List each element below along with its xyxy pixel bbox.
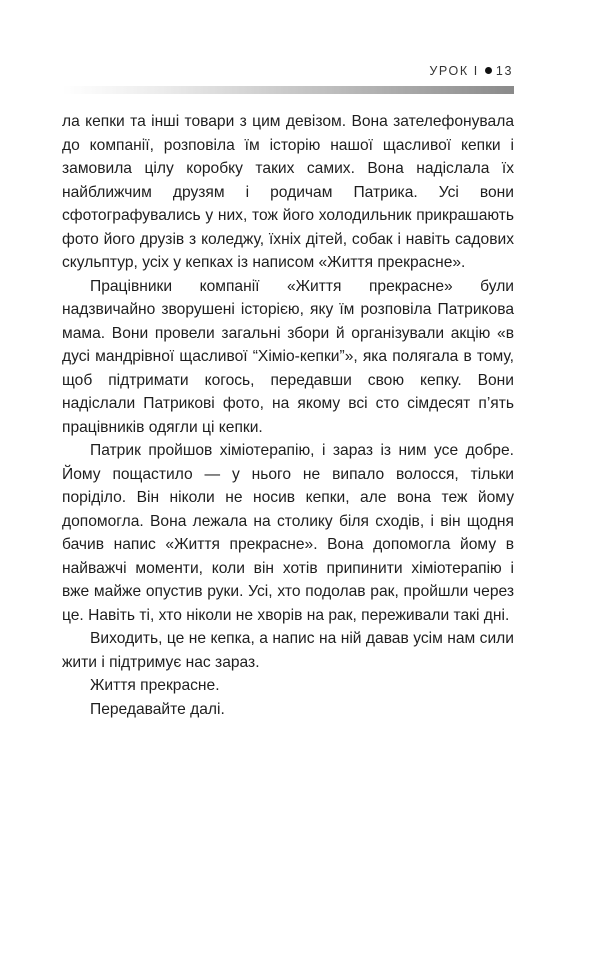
- section-title: УРОК І: [429, 64, 479, 78]
- paragraph: Виходить, це не кепка, а напис на ній давав усім нам сили жити і підтримує нас зараз.: [62, 630, 514, 671]
- running-head: [0, 64, 600, 86]
- bullet-icon: [485, 67, 492, 74]
- paragraph: Працівники компанії «Життя прекрасне» були надзвичайно зворушені історією, яку їм розповіла Патрикова мама. Вони провели загальні збори й організували акцію «в дусі мандрівної щасливої “Хіміо-кепки”», яка полягала в тому, щоб підтримати когось, передавши свою кепку. Вони надіслали Патрикові фото, на якому всі сто сімдесят п’ять працівників одягли ці кепки.: [62, 277, 514, 436]
- paragraph: Патрик пройшов хіміотерапію, і зараз із ним усе добре. Йому пощастило — у нього не випало волосся, тільки поріділо. Він ніколи не носив кепки, але вона теж йому допомогла. Вона лежала на столику біля сходів, і він щодня бачив напис «Життя прекрасне». Вона допомогла йому в найважчі моменти, коли він хотів припинити хіміотерапію і вже майже опустив руки. Усі, хто подолав рак, пройшли через це. Навіть ті, хто ніколи не хворів на рак, переживали такі дні.: [62, 442, 514, 624]
- page-number: 13: [495, 64, 513, 78]
- paragraph: Життя прекрасне.: [90, 677, 220, 694]
- running-head-text: [429, 64, 513, 78]
- header-rule: [62, 86, 514, 94]
- paragraph: ла кепки та інші товари з цим девізом. Вона зателефонувала до компанії, розповіла їм історію нашої щасливої кепки і замовила цілу коробку таких самих. Вона надіслала їх найближчим друзям і родичам Патрика. Усі вони сфотографувались у них, тож його холодильник прикрашають фото його друзів з коледжу, їхніх дітей, собак і навіть садових скульптур, усіх у кепках із написом «Життя прекрасне».: [62, 113, 514, 271]
- paragraph: Передавайте далі.: [90, 700, 225, 718]
- body-text: [62, 110, 514, 721]
